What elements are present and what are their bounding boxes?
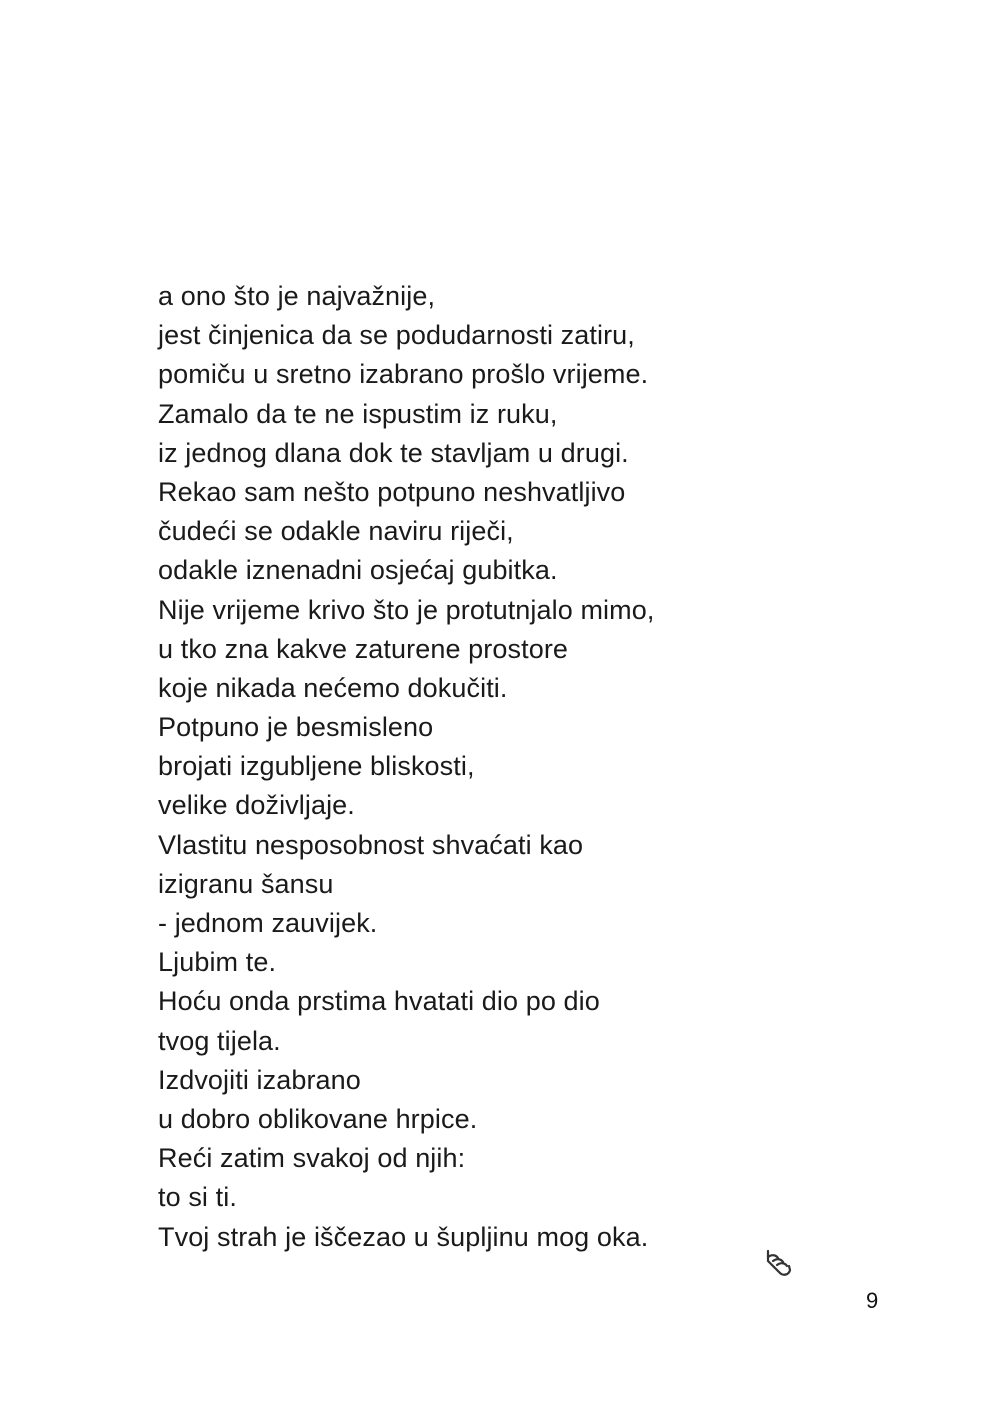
poem-line: Reći zatim svakoj od njih: <box>158 1143 466 1174</box>
poem-line: Rekao sam nešto potpuno neshvatljivo <box>158 476 626 507</box>
poem-line: brojati izgubljene bliskosti, <box>158 751 475 782</box>
page-number: 9 <box>866 1288 879 1313</box>
poem-line: Nije vrijeme krivo što je protutnjalo mimo, <box>158 594 655 625</box>
poem-line: pomiču u sretno izabrano prošlo vrijeme. <box>158 359 649 390</box>
poem-line: jest činjenica da se podudarnosti zatiru, <box>158 320 635 351</box>
poem-line: to si ti. <box>158 1182 237 1213</box>
poem-line: u tko zna kakve zaturene prostore <box>158 633 569 664</box>
poem-line: iz jednog dlana dok te stavljam u drugi. <box>158 437 629 468</box>
poem-line: - jednom zauvijek. <box>158 908 378 938</box>
poem-line: a ono što je najvažnije, <box>158 281 436 311</box>
poem-line: Tvoj strah je iščezao u šupljinu mog oka. <box>158 1221 649 1252</box>
poem-line: Hoću onda prstima hvatati dio po dio <box>158 986 600 1017</box>
poem-line: Izdvojiti izabrano <box>158 1064 361 1095</box>
poem-text <box>158 277 654 1257</box>
poem-line: čudeći se odakle naviru riječi, <box>158 516 514 547</box>
poem-line: izigranu šansu <box>158 868 334 899</box>
poem-line: tvog tijela. <box>158 1025 281 1056</box>
poem-line: velike doživljaje. <box>158 790 355 821</box>
poem-line: koje nikada nećemo dokučiti. <box>158 672 508 703</box>
poem-line: u dobro oblikovane hrpice. <box>158 1103 478 1134</box>
poem-line: Potpuno je besmisleno <box>158 712 434 743</box>
poem-line: odakle iznenadni osjećaj gubitka. <box>158 555 558 586</box>
poem-line: Ljubim te. <box>158 947 277 978</box>
poem-line: Vlastitu nesposobnost shvaćati kao <box>158 829 584 860</box>
hand-pointer-ornament-icon <box>762 1246 796 1280</box>
poem-line: Zamalo da te ne ispustim iz ruku, <box>158 398 558 429</box>
